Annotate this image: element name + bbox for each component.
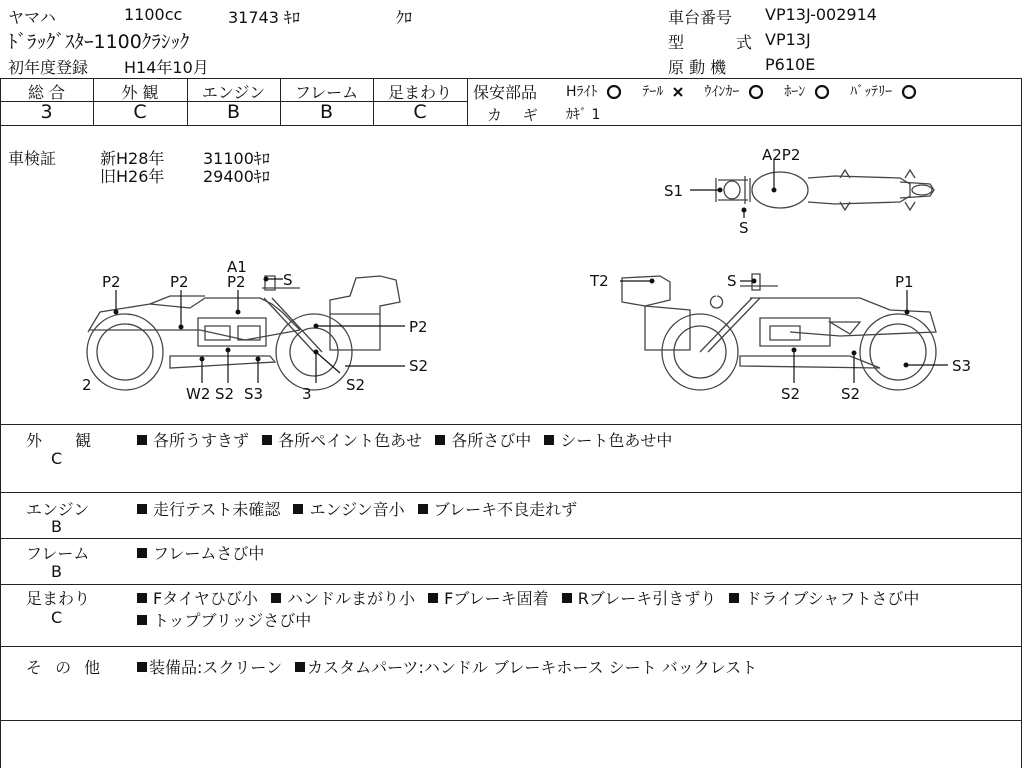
color: ｸﾛ [396,8,413,27]
remark-item: シート色あせ中 [560,431,673,450]
remark-frame-items [137,541,264,564]
remark-suspension-title: 足まわり [26,589,91,608]
bullet-icon [137,615,147,625]
bullet-icon [418,504,428,514]
mark-left-p2-2: P2 [170,273,189,291]
grade-header-overall: 総 合 [27,83,66,102]
bullet-icon [137,662,147,672]
displacement: 1100cc [124,5,183,24]
safety-item-battery: ﾊﾞｯﾃﾘｰ [850,84,893,100]
remark-engine-grade: B [51,517,62,536]
safety-items [566,81,917,101]
motorcycle-left-view [87,276,400,390]
grade-overall: 3 [40,101,53,123]
remark-suspension-items [137,586,919,609]
grade-engine: B [226,101,241,123]
mark-left-s2-1: S2 [215,385,235,403]
remark-item: Fタイヤひび小 [153,589,258,608]
chassis-value: VP13J-002914 [765,5,877,24]
model-name: ﾄﾞﾗｯｸﾞｽﾀｰ1100ｸﾗｼｯｸ [8,31,190,53]
motorcycle-top-view [716,170,934,210]
safety-item-horn: ﾎｰﾝ [784,84,806,100]
key-value: ｶｷﾞ 1 [566,107,601,123]
inspection-old-label: 旧H26年 [100,167,165,186]
bullet-icon [137,504,147,514]
mark-right-p1: P1 [895,273,914,291]
grade-header-engine: エンジン [201,83,266,102]
remark-frame-grade: B [51,562,62,581]
engine-label: 原 動 機 [668,58,727,77]
type-value: VP13J [765,30,811,49]
safety-label: 保安部品 [473,83,538,102]
mark-left-p2-1: P2 [102,273,121,291]
grade-header-frame: フレーム [294,83,359,102]
key-label: カ ギ [487,106,546,124]
remark-suspension-items-2 [137,608,311,631]
remark-suspension-grade: C [51,608,63,627]
remark-item: Fブレーキ固着 [444,589,549,608]
grade-suspension: C [413,101,427,123]
remark-item: カスタムパーツ:ハンドル ブレーキホース シート バックレスト [307,658,758,677]
remark-item: 各所うすきず [153,431,250,450]
mark-left-a1: A1 [227,258,247,276]
mark-right-s3: S3 [952,357,972,375]
remark-item: 各所ペイント色あせ [278,431,423,450]
engine-value: P610E [765,55,816,74]
circle-icon [814,85,830,99]
inspection-old-value: 29400ｷﾛ [203,167,270,186]
mark-left-3: S2 [346,376,366,394]
remark-engine-items [137,497,577,520]
mark-top-a2p2: A2P2 [762,146,801,164]
first-registration-label: 初年度登録 [8,58,89,77]
safety-item-headlight: Hﾗｲﾄ [566,84,598,100]
remark-exterior-title: 外 観 [26,431,106,450]
bullet-icon [435,435,445,445]
mark-left-s3: S3 [244,385,264,403]
inspection-label: 車検証 [8,149,57,168]
mark-left-s2-3: S2 [409,357,429,375]
grade-header-suspension: 足まわり [387,83,452,102]
bullet-icon [262,435,272,445]
remark-frame-title: フレーム [26,544,90,563]
mark-top-s1: S1 [664,182,684,200]
remark-item: 装備品:スクリーン [149,658,283,677]
remark-item: 各所さび中 [451,431,532,450]
remark-engine-title: エンジン [26,500,90,519]
mark-left-s2-2: 3 [302,385,312,403]
remark-item: エンジン音小 [309,500,405,519]
mark-left-w2: W2 [186,385,211,403]
mark-left-p2-3: P2 [227,273,246,291]
first-registration-value: H14年10月 [124,58,209,77]
circle-icon [606,85,622,99]
mark-right-s2-2: S2 [841,385,861,403]
grade-frame: B [319,101,334,123]
bullet-icon [428,593,438,603]
bullet-icon [562,593,572,603]
bullet-icon [729,593,739,603]
inspection-new-label: 新H28年 [100,149,165,168]
mark-left-p2-4: P2 [409,318,428,336]
circle-icon [748,85,764,99]
remark-exterior-grade: C [51,449,63,468]
chassis-label: 車台番号 [668,8,733,27]
circle-icon [901,85,917,99]
bullet-icon [137,548,147,558]
remark-item: ブレーキ不良走れず [433,500,578,519]
mark-left-2: 2 [82,376,92,394]
remark-item: ドライブシャフトさび中 [745,589,920,608]
type-label-2: 式 [736,33,753,52]
remark-other-items [137,655,757,678]
remark-item: トップブリッジさび中 [153,611,312,630]
remark-item: ハンドルまがり小 [286,589,415,608]
motorcycle-right-view [622,274,936,390]
cross-icon [672,86,684,98]
inspection-new-value: 31100ｷﾛ [203,149,270,168]
mark-right-s: S [727,272,737,290]
bullet-icon [137,593,147,603]
grade-header-exterior: 外 観 [121,83,159,102]
mark-right-t2: T2 [590,272,609,290]
motorcycle-diagram [0,126,1020,424]
grade-exterior: C [133,101,147,123]
remark-exterior-items [137,428,672,451]
safety-item-tail: ﾃｰﾙ [642,84,664,100]
type-label-1: 型 [668,33,685,52]
mark-left-s: S [283,271,293,289]
mark-top-s: S [739,219,749,237]
remark-item: Rブレーキ引きずり [577,589,717,608]
mileage: 31743 ｷﾛ [228,8,300,27]
remark-item: 走行テスト未確認 [153,500,281,519]
bullet-icon [295,662,305,672]
bullet-icon [271,593,281,603]
bullet-icon [293,504,303,514]
bullet-icon [544,435,554,445]
mark-right-s2-1: S2 [781,385,801,403]
remark-other-title: そ の 他 [26,658,105,677]
safety-item-winker: ｳｲﾝｶｰ [704,84,740,100]
maker: ヤマハ [8,8,56,27]
remark-item: フレームさび中 [153,544,265,563]
bullet-icon [137,435,147,445]
